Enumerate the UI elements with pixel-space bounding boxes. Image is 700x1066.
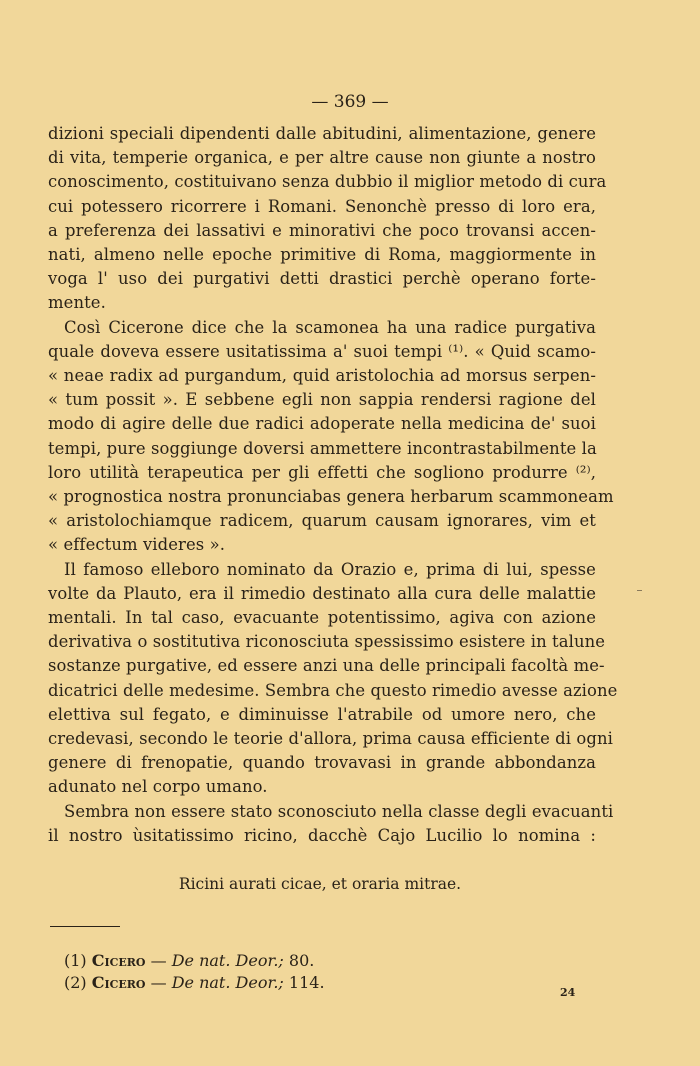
- text-line: volte da Plauto, era il rimedio destinato alla cura delle malattie: [48, 583, 596, 603]
- footnote: (1) Cicero — De nat. Deor.; 80.: [64, 951, 315, 970]
- paragraph-first-line: Così Cicerone dice che la scamonea ha una radice purgativa: [64, 317, 596, 337]
- text-line: il nostro ùsitatissimo ricino, dacchè Cajo Lucilio lo nomina :: [48, 825, 596, 845]
- footnote-title: De nat. Deor.;: [171, 973, 284, 992]
- text-line: tempi, pure soggiunge doversi ammettere incontrastabilmente la: [48, 438, 597, 458]
- text-line: « neae radix ad purgandum, quid aristolochia ad morsus serpen-: [48, 366, 596, 386]
- page-number: — 369 —: [311, 92, 389, 112]
- footnote: (2) Cicero — De nat. Deor.; 114.: [64, 973, 325, 992]
- text-line: « aristolochiamque radicem, quarum causam ignorares, vim et: [48, 511, 596, 531]
- footnote-number: (1): [64, 951, 87, 970]
- paragraph-first-line: Sembra non essere stato sconosciuto nella classe degli evacuanti: [64, 801, 614, 821]
- text-line: « prognostica nostra pronunciabas genera herbarum scammoneam: [48, 487, 614, 507]
- footnote-separator: [50, 926, 120, 927]
- text-line: adunato nel corpo umano.: [48, 777, 268, 797]
- footnote-number: (2): [64, 973, 87, 992]
- footnote-title: De nat. Deor.;: [171, 951, 284, 970]
- footnote-author: Cicero: [91, 951, 146, 970]
- text-line: elettiva sul fegato, e diminuisse l'atrabile od umore nero, che: [48, 704, 596, 724]
- text-line: « effectum videres ».: [48, 535, 226, 555]
- paragraph-first-line: Il famoso elleboro nominato da Orazio e, prima di lui, spesse: [64, 559, 596, 579]
- text-line: sostanze purgative, ed essere anzi una delle principali facoltà me-: [48, 656, 605, 676]
- text-line: modo di agire delle due radici adoperate nella medicina de' suoi: [48, 414, 596, 434]
- text-line: dicatrici delle medesime. Sembra che questo rimedio avesse azione: [48, 680, 618, 700]
- text-line: di vita, temperie organica, e per altre cause non giunte a nostro: [48, 148, 596, 168]
- text-line: « tum possit ». E sebbene egli non sappia rendersi ragione del: [48, 390, 596, 410]
- verse-quote: Ricini aurati cicae, et oraria mitrae.: [178, 875, 462, 893]
- text-line: voga l' uso dei purgativi detti drastici perchè operano forte-: [48, 269, 596, 289]
- footnotes: [64, 950, 325, 994]
- text-line: cui potessero ricorrere i Romani. Senonchè presso di loro era,: [48, 196, 596, 216]
- text-line: nati, almeno nelle epoche primitive di Roma, maggiormente in: [48, 245, 596, 265]
- footnote-author: Cicero: [91, 973, 146, 992]
- text-line: mentali. In tal caso, evacuante potentissimo, agiva con azione: [48, 608, 596, 628]
- text-line: derivativa o sostitutiva riconosciuta spessissimo esistere in talune: [48, 632, 606, 652]
- text-line: loro utilità terapeutica per gli effetti che sogliono produrre ⁽²⁾,: [48, 462, 596, 482]
- footnote-ref: 80.: [288, 951, 315, 970]
- margin-mark: [637, 590, 642, 591]
- text-line: dizioni speciali dipendenti dalle abitudini, alimentazione, genere: [48, 124, 596, 143]
- text-line: conoscimento, costituivano senza dubbio il miglior metodo di cura: [48, 172, 607, 192]
- main-text: [48, 122, 618, 848]
- footnote-ref: 114.: [288, 973, 325, 992]
- text-line: quale doveva essere usitatissima a' suoi tempi ⁽¹⁾. « Quid scamo-: [48, 341, 596, 361]
- text-line: credevasi, secondo le teorie d'allora, prima causa efficiente di ogni: [48, 729, 613, 749]
- text-line: mente.: [48, 293, 106, 313]
- signature-mark: 24: [560, 986, 576, 999]
- text-line: a preferenza dei lassativi e minorativi che poco trovansi accen-: [48, 220, 596, 240]
- text-line: genere di frenopatie, quando trovavasi in grande abbondanza: [48, 753, 596, 773]
